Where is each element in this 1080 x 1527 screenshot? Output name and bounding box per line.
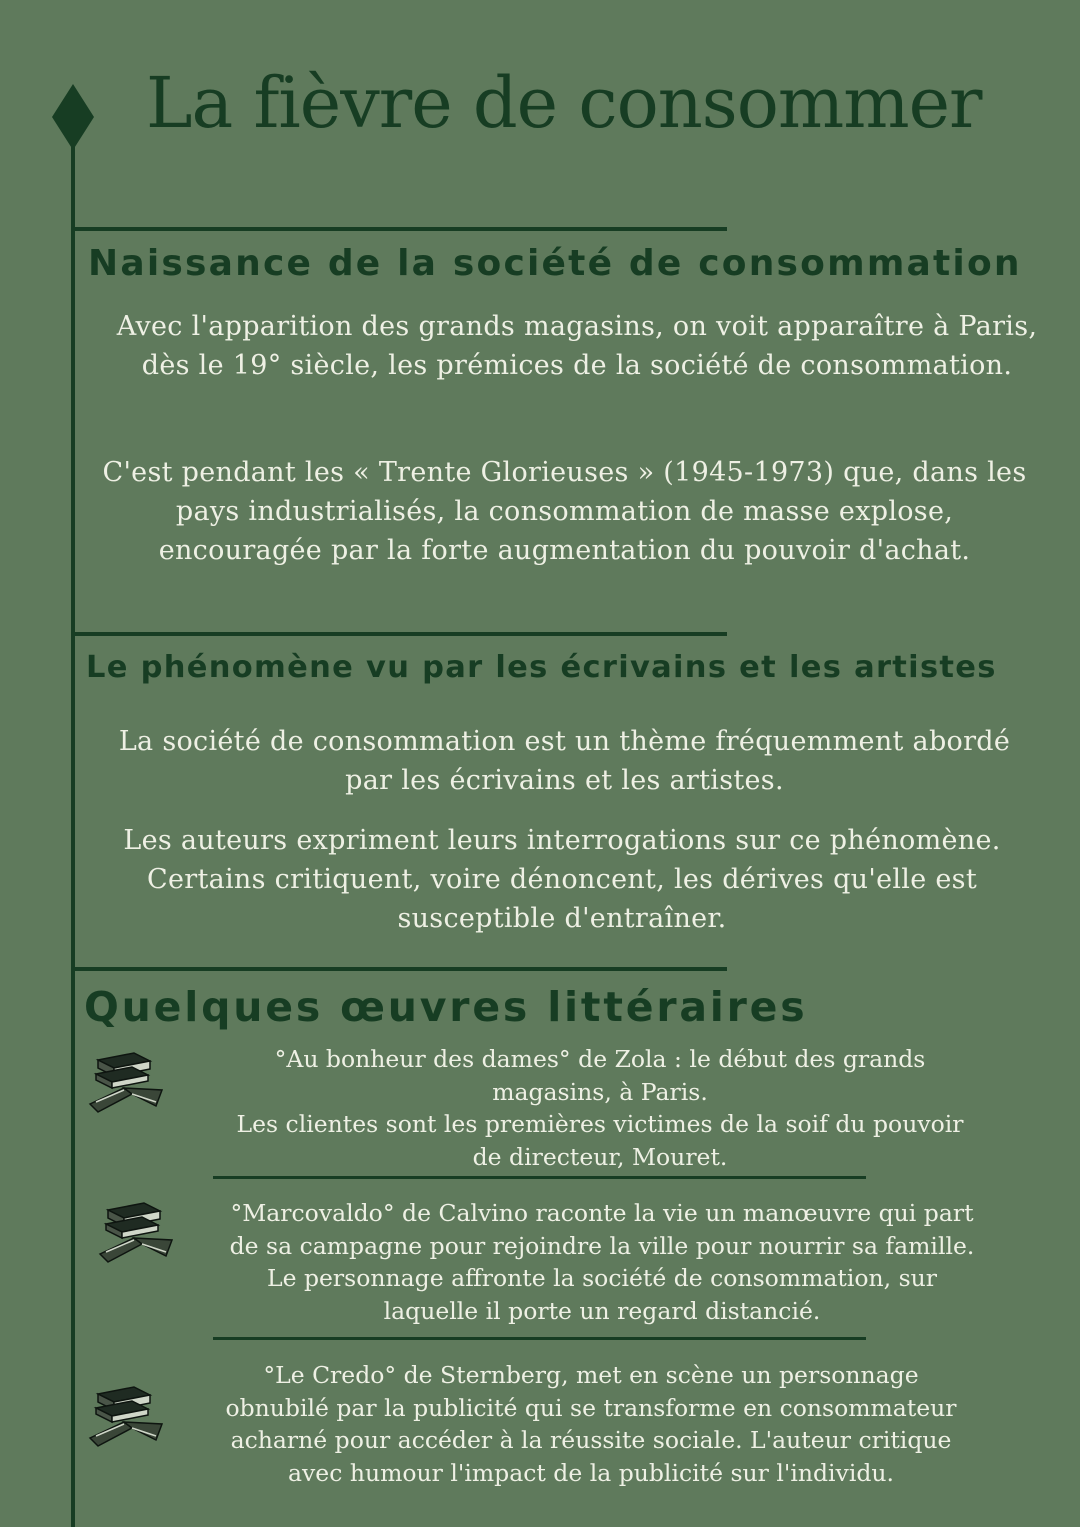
work-line: avec humour l'impact de la publicité sur l'individu. [288, 1458, 894, 1487]
work-line: magasins, à Paris. [492, 1077, 708, 1106]
diamond-icon [52, 84, 94, 150]
work-line: °Au bonheur des dames° de Zola : le début des grands [274, 1045, 926, 1073]
work-divider [213, 1176, 866, 1179]
section-heading-oeuvres: Quelques œuvres littéraires [84, 983, 808, 1031]
books-icon [96, 1200, 178, 1266]
work-line: Les clientes sont les premières victimes de la soif du pouvoir [236, 1110, 964, 1138]
paragraph: La société de consommation est un thème fréquemment abordé par les écrivains et les artistes. [118, 726, 1011, 796]
work-line: de directeur, Mouret. [472, 1142, 728, 1171]
paragraph: Avec l'apparition des grands magasins, on voit apparaître à Paris, dès le 19° siècle, les prémices de la société de consommation. [116, 311, 1038, 381]
page-title: La fièvre de consommer [146, 62, 982, 144]
work-divider [213, 1337, 866, 1340]
paragraph: Les auteurs expriment leurs interrogations sur ce phénomène. Certains critiquent, voire dénoncent, les dérives qu'elle est susceptible d'entraîner. [123, 825, 1001, 934]
books-icon [86, 1384, 168, 1450]
work-line: °Le Credo° de Sternberg, met en scène un personnage [263, 1361, 919, 1389]
section-divider [73, 227, 727, 231]
work-description [168, 1043, 1032, 1173]
work-line: Le personnage affronte la société de consommation, sur [267, 1264, 937, 1292]
work-line: laquelle il porte un regard distancié. [383, 1296, 821, 1325]
section-divider [73, 967, 727, 971]
work-line: obnubilé par la publicité qui se transforme en consommateur [225, 1393, 957, 1422]
work-line: acharné pour accéder à la réussite sociale. L'auteur critique [230, 1426, 952, 1454]
work-line: de sa campagne pour rejoindre la ville pour nourrir sa famille. [229, 1231, 975, 1260]
section-divider [73, 632, 727, 636]
timeline-line [71, 118, 75, 1527]
work-description [168, 1197, 1036, 1327]
paragraph: C'est pendant les « Trente Glorieuses » (1945-1973) que, dans les pays industrialisés, la consommation de masse explose, encouragée par la forte augmentation du pouvoir d'achat. [102, 457, 1027, 566]
books-icon [86, 1050, 168, 1116]
work-description [168, 1359, 1014, 1489]
section-heading-naissance: Naissance de la société de consommation [88, 243, 1022, 284]
section-heading-phenomene: Le phénomène vu par les écrivains et les artistes [86, 650, 997, 685]
work-line: °Marcovaldo° de Calvino raconte la vie un manœuvre qui part [230, 1199, 974, 1227]
